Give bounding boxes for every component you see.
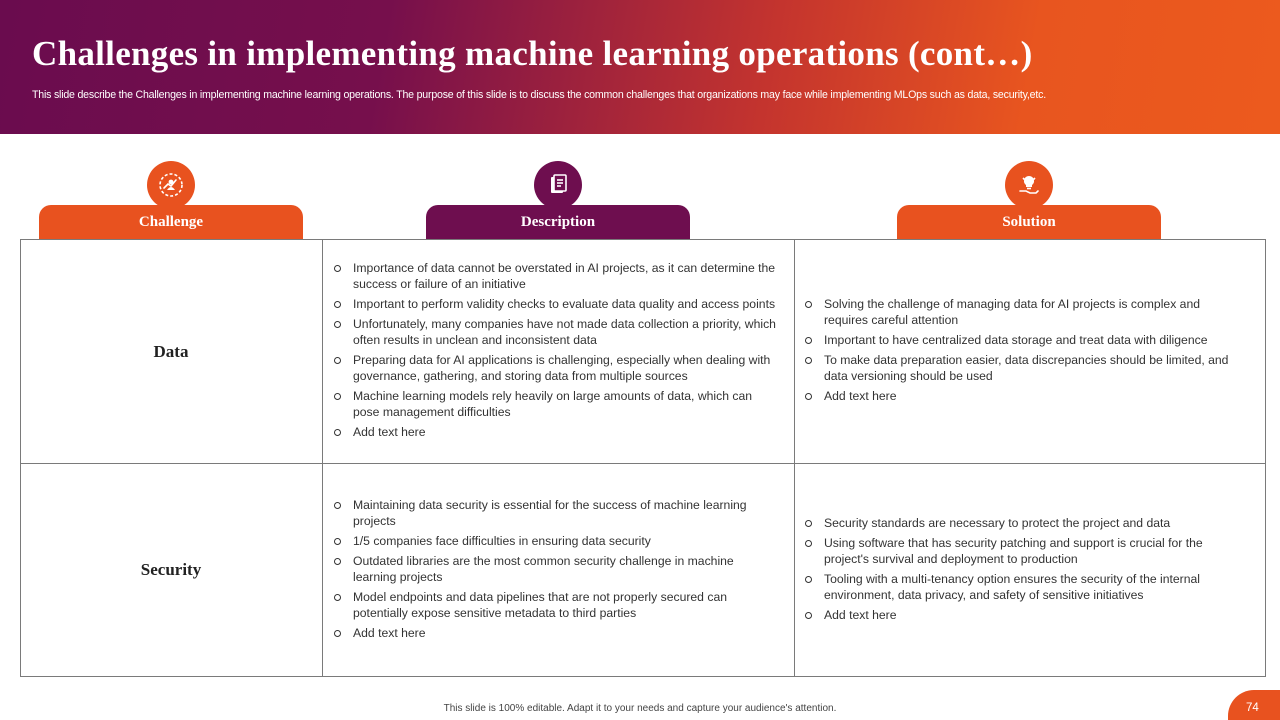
- tab-description: Description: [426, 205, 690, 239]
- list-item: Add text here: [804, 388, 1244, 404]
- list-item: Tooling with a multi-tenancy option ensures the security of the internal environment, data privacy, and safety of sensitive initiatives: [804, 571, 1244, 603]
- column-divider: [322, 240, 323, 676]
- list-item: Maintaining data security is essential for the success of machine learning projects: [333, 497, 779, 529]
- list-item: Add text here: [804, 607, 1244, 623]
- solution-cell-security: [804, 468, 1244, 674]
- list-item: Outdated libraries are the most common security challenge in machine learning projects: [333, 553, 779, 585]
- list-item: To make data preparation easier, data discrepancies should be limited, and data versioning should be used: [804, 352, 1244, 384]
- list-item: Preparing data for AI applications is challenging, especially when dealing with governance, gathering, and storing data from multiple sources: [333, 352, 779, 384]
- list-item: Add text here: [333, 625, 779, 641]
- description-cell-security: [333, 468, 779, 674]
- tab-solution: Solution: [897, 205, 1161, 239]
- slide-subtitle: This slide describe the Challenges in implementing machine learning operations. The purpose of this slide is to discuss the common challenges that organizations may face while implementing MLOps such as data, security,etc.: [32, 89, 1046, 101]
- list-item: Important to have centralized data storage and treat data with diligence: [804, 332, 1244, 348]
- tab-challenge: Challenge: [39, 205, 303, 239]
- description-cell-data: [333, 244, 779, 460]
- growth-people-icon: [147, 161, 195, 209]
- list-item: Security standards are necessary to protect the project and data: [804, 515, 1244, 531]
- list-item: Unfortunately, many companies have not made data collection a priority, which often results in unclean and inconsistent data: [333, 316, 779, 348]
- challenge-table: [20, 239, 1266, 677]
- row-label-data: Data: [153, 342, 189, 361]
- list-item: Add text here: [333, 424, 779, 440]
- column-divider: [794, 240, 795, 676]
- list-item: Solving the challenge of managing data for AI projects is complex and requires careful attention: [804, 296, 1244, 328]
- row-divider: [21, 463, 1265, 464]
- lightbulb-hand-icon: [1005, 161, 1053, 209]
- list-item: Importance of data cannot be overstated in AI projects, as it can determine the success or failure of an initiative: [333, 260, 779, 292]
- list-item: Using software that has security patching and support is crucial for the project's survival and deployment to production: [804, 535, 1244, 567]
- header-banner: [0, 0, 1280, 134]
- row-label-security: Security: [140, 560, 202, 579]
- list-item: Machine learning models rely heavily on large amounts of data, which can pose management difficulties: [333, 388, 779, 420]
- document-icon: [534, 161, 582, 209]
- page-number: 74: [1228, 690, 1280, 720]
- footer-note: This slide is 100% editable. Adapt it to your needs and capture your audience's attention.: [443, 703, 837, 714]
- list-item: 1/5 companies face difficulties in ensuring data security: [333, 533, 779, 549]
- slide-title: Challenges in implementing machine learning operations (cont…): [32, 34, 1033, 73]
- list-item: Model endpoints and data pipelines that are not properly secured can potentially expose sensitive metadata to third parties: [333, 589, 779, 621]
- list-item: Important to perform validity checks to evaluate data quality and access points: [333, 296, 779, 312]
- solution-cell-data: [804, 244, 1244, 460]
